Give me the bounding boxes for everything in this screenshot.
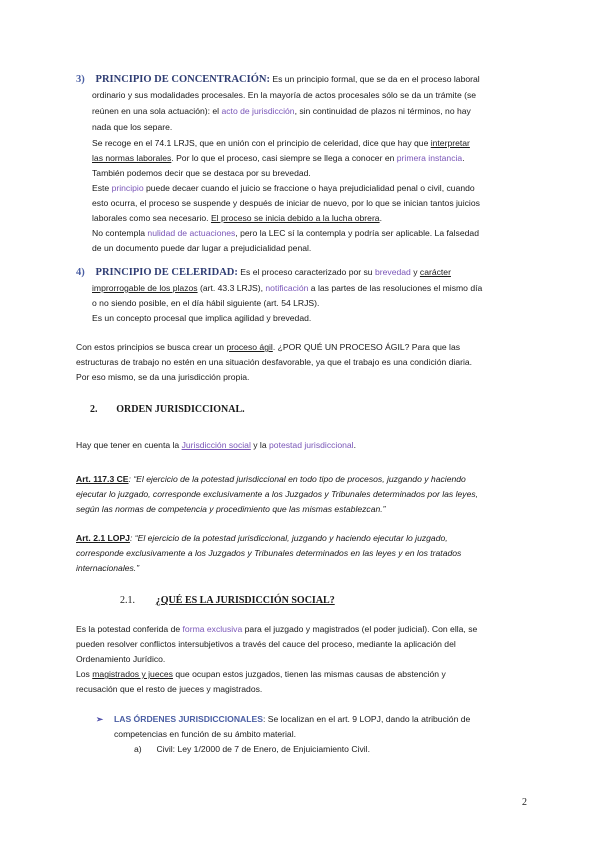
section-4-line-3: o no siendo posible, en el día hábil siguiente (art. 54 LRJS). <box>92 298 320 308</box>
paragraph-2: Hay que tener en cuenta la Jurisdicción social y la potestad jurisdiccional. <box>76 440 356 450</box>
paragraph-3-line-1: Es la potestad conferida de forma exclusiva para el juzgado y magistrados (el poder judicial). Con ella, se <box>76 624 478 634</box>
paragraph-1-line-2: estructuras de trabajo no estén en una situación desfavorable, ya que el trabajo es una condición diaria. <box>76 357 473 367</box>
section-3-heading-line: 3) PRINCIPIO DE CONCENTRACIÓN: Es un principio formal, que se da en el proceso laboral <box>76 74 480 85</box>
ordenes-item-a <box>134 742 370 756</box>
section-2-title: ORDEN JURISDICCIONAL. <box>116 404 245 415</box>
section-4-line-2: improrrogable de los plazos (art. 43.3 LRJS), notificación a las partes de las resoluciones el mismo día <box>92 283 483 293</box>
section-3-line-4: nada que los separe. <box>92 122 173 132</box>
section-4-heading-line: 4) PRINCIPIO DE CELERIDAD: Es el proceso caracterizado por su brevedad y carácter <box>76 267 451 278</box>
paragraph-3-line-4: Los magistrados y jueces que ocupan estos juzgados, tienen las mismas causas de abstención y <box>76 669 446 679</box>
section-3-line-6: las normas laborales. Por lo que el proceso, casi siempre se llega a conocer en primera instancia. <box>92 153 465 163</box>
art-21-line-1: Art. 2.1 LOPJ: “El ejercicio de la potestad jurisdiccional, juzgando y haciendo ejecutar lo juzgado, <box>76 533 448 543</box>
section-3-line-8: Este principio puede decaer cuando el juicio se fraccione o haya prejudicialidad penal o civil, cuando <box>92 183 475 193</box>
jurisdiccion-social-link[interactable]: Jurisdicción social <box>181 440 251 450</box>
section-3-title: PRINCIPIO DE CONCENTRACIÓN <box>95 74 267 85</box>
notificacion-link[interactable]: notificación <box>265 283 309 293</box>
art-21-line-3: internacionales.” <box>76 563 140 573</box>
nulidad-de-actuaciones-link[interactable]: nulidad de actuaciones <box>147 228 236 238</box>
page-number: 2 <box>522 797 527 808</box>
section-4-title: PRINCIPIO DE CELERIDAD <box>95 267 235 278</box>
paragraph-3-line-5: recusación que el resto de jueces y magistrados. <box>76 684 263 694</box>
ordenes-line-1: ➢ LAS ÓRDENES JURISDICCIONALES: Se localizan en el art. 9 LOPJ, dando la atribución de <box>96 714 471 724</box>
section-3-line-12: de un documento puede dar lugar a prejudicialidad penal. <box>92 243 312 253</box>
art-117-reference: Art. 117.3 CE <box>76 474 129 484</box>
section-3-line-11: No contempla nulidad de actuaciones, pero la LEC sí la contempla y podría ser aplicable. La falsedad <box>92 228 479 238</box>
section-2-1-heading <box>120 593 335 608</box>
paragraph-3-line-3: Ordenamiento Jurídico. <box>76 654 166 664</box>
section-3-line-7: También podemos decir que se destaca por su brevedad. <box>92 168 311 178</box>
section-4-line-4: Es un concepto procesal que implica agilidad y brevedad. <box>92 313 312 323</box>
art-117-line-2: ejecutar lo juzgado, corresponde exclusivamente a los Juzgados y Tribunales determinados por las leyes, <box>76 489 479 499</box>
ordenes-line-2: competencias en función de su ámbito material. <box>114 729 297 739</box>
section-2-1-number: 2.1. <box>120 595 135 606</box>
ordenes-item-a-label: a) <box>134 744 142 754</box>
paragraph-1-line-3: Por eso mismo, se da una jurisdicción propia. <box>76 372 250 382</box>
arrow-bullet-icon: ➢ <box>96 714 104 724</box>
art-117-line-3: según las normas de competencia y procedimiento que las mismas establezcan.” <box>76 504 386 514</box>
art-21-reference: Art. 2.1 LOPJ <box>76 533 130 543</box>
ordenes-title: LAS ÓRDENES JURISDICCIONALES <box>113 714 263 724</box>
section-3-line-2: ordinario y sus modalidades procesales. En la mayoría de actos procesales sólo se da un trámite (se <box>92 90 477 100</box>
acto-de-jurisdiccion-link[interactable]: acto de jurisdicción <box>221 106 295 116</box>
art-21-line-2: corresponde exclusivamente a los Juzgados y Tribunales determinados en las leyes y en los tratados <box>76 548 462 558</box>
ordenes-item-a-text: Civil: Ley 1/2000 de 7 de Enero, de Enjuiciamiento Civil. <box>156 744 370 754</box>
section-2-number: 2. <box>90 404 98 415</box>
paragraph-1-line-1: Con estos principios se busca crear un proceso ágil. ¿POR QUÉ UN PROCESO ÁGIL? Para que las <box>76 342 461 352</box>
section-3-line-10: laborales como sea necesario. El proceso se inicia debido a la lucha obrera. <box>92 213 382 223</box>
art-117-line-1: Art. 117.3 CE: “El ejercicio de la potestad jurisdiccional en todo tipo de procesos, juzgando y haciendo <box>76 474 466 484</box>
section-3-line-9: esto ocurra, el proceso se suspende y después de iniciar de nuevo, por lo que se inician tantos juicios <box>92 198 480 208</box>
forma-exclusiva-link[interactable]: forma exclusiva <box>182 624 243 634</box>
section-2-1-title: ¿QUÉ ES LA JURISDICCIÓN SOCIAL? <box>155 595 335 606</box>
brevedad-link[interactable]: brevedad <box>374 267 411 277</box>
section-2-heading <box>90 402 245 417</box>
section-3-number: 3) <box>76 74 85 85</box>
paragraph-3-line-2: pueden resolver conflictos intersubjetivos a través del cauce del proceso, mediante la aplicación del <box>76 639 456 649</box>
primera-instancia-link[interactable]: primera instancia <box>396 153 463 163</box>
section-3-line-5: Se recoge en el 74.1 LRJS, que en unión con el principio de celeridad, dice que hay que interpretar <box>92 138 470 148</box>
section-3-line-3: reúnen en una sola actuación): el acto de jurisdicción, sin continuidad de plazos ni términos, no hay <box>92 106 471 116</box>
section-4-number: 4) <box>76 267 85 278</box>
principio-link[interactable]: principio <box>111 183 144 193</box>
potestad-jurisdiccional-link[interactable]: potestad jurisdiccional <box>269 440 354 450</box>
